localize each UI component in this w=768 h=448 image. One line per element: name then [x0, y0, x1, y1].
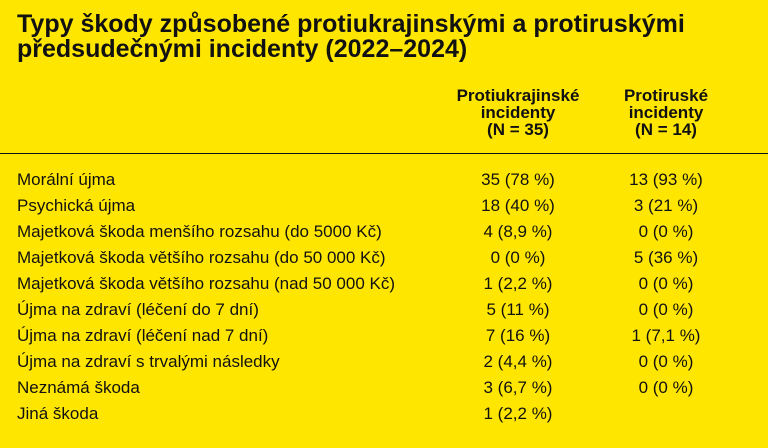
ukrainian-value: 18 (40 %) [481, 196, 555, 215]
row-label: Psychická újma [17, 196, 136, 215]
row-label: Jiná škoda [17, 404, 99, 423]
ukrainian-value: 5 (11 %) [486, 300, 550, 319]
russian-value: 0 (0 %) [638, 378, 694, 397]
russian-value: 0 (0 %) [638, 300, 694, 319]
ukrainian-value: 35 (78 %) [481, 170, 555, 189]
column-header-line: (N = 35) [487, 120, 549, 139]
row-label: Morální újma [17, 170, 116, 189]
row-label: Majetková škoda většího rozsahu (do 50 000 Kč) [17, 248, 386, 267]
table-body [0, 167, 768, 427]
column-header-russian [604, 87, 728, 138]
ukrainian-value: 3 (6,7 %) [483, 378, 553, 397]
column-header-line: incidenty [628, 103, 704, 122]
column-header-line: incidenty [480, 103, 556, 122]
column-header-ukrainian [432, 87, 604, 138]
table-row [0, 323, 768, 349]
row-label: Újma na zdraví (léčení do 7 dní) [17, 300, 259, 319]
table-row [0, 297, 768, 323]
table-row [0, 271, 768, 297]
russian-value: 3 (21 %) [633, 196, 699, 215]
row-label: Majetková škoda menšího rozsahu (do 5000 Kč) [17, 222, 382, 241]
table-row [0, 245, 768, 271]
ukrainian-value: 1 (2,2 %) [483, 274, 553, 293]
ukrainian-value: 4 (8,9 %) [483, 222, 553, 241]
row-label: Újma na zdraví (léčení nad 7 dní) [17, 326, 269, 345]
table-row [0, 167, 768, 193]
table-row [0, 219, 768, 245]
column-header-line: Protiruské [623, 86, 709, 105]
header-divider [0, 153, 768, 154]
table-row [0, 375, 768, 401]
row-label: Újma na zdraví s trvalými následky [17, 352, 280, 371]
russian-value: 13 (93 %) [629, 170, 703, 189]
ukrainian-value: 0 (0 %) [490, 248, 546, 267]
table-row [0, 193, 768, 219]
russian-value: 1 (7,1 %) [631, 326, 701, 345]
row-label: Neznámá škoda [17, 378, 140, 397]
russian-value: 0 (0 %) [638, 274, 694, 293]
column-header-line: (N = 14) [635, 120, 697, 139]
ukrainian-value: 2 (4,4 %) [483, 352, 553, 371]
table-row [0, 401, 768, 427]
russian-value: 5 (36 %) [633, 248, 699, 267]
ukrainian-value: 7 (16 %) [485, 326, 551, 345]
table-row [0, 349, 768, 375]
table-title: Typy škody způsobené protiukrajinskými a protiruskými předsudečnými incidenty (2022–2024) [17, 10, 685, 63]
russian-value: 0 (0 %) [638, 352, 694, 371]
row-label: Majetková škoda většího rozsahu (nad 50 000 Kč) [17, 274, 395, 293]
column-header-line: Protiukrajinské [456, 86, 580, 105]
ukrainian-value: 1 (2,2 %) [483, 404, 553, 423]
russian-value: 0 (0 %) [638, 222, 694, 241]
